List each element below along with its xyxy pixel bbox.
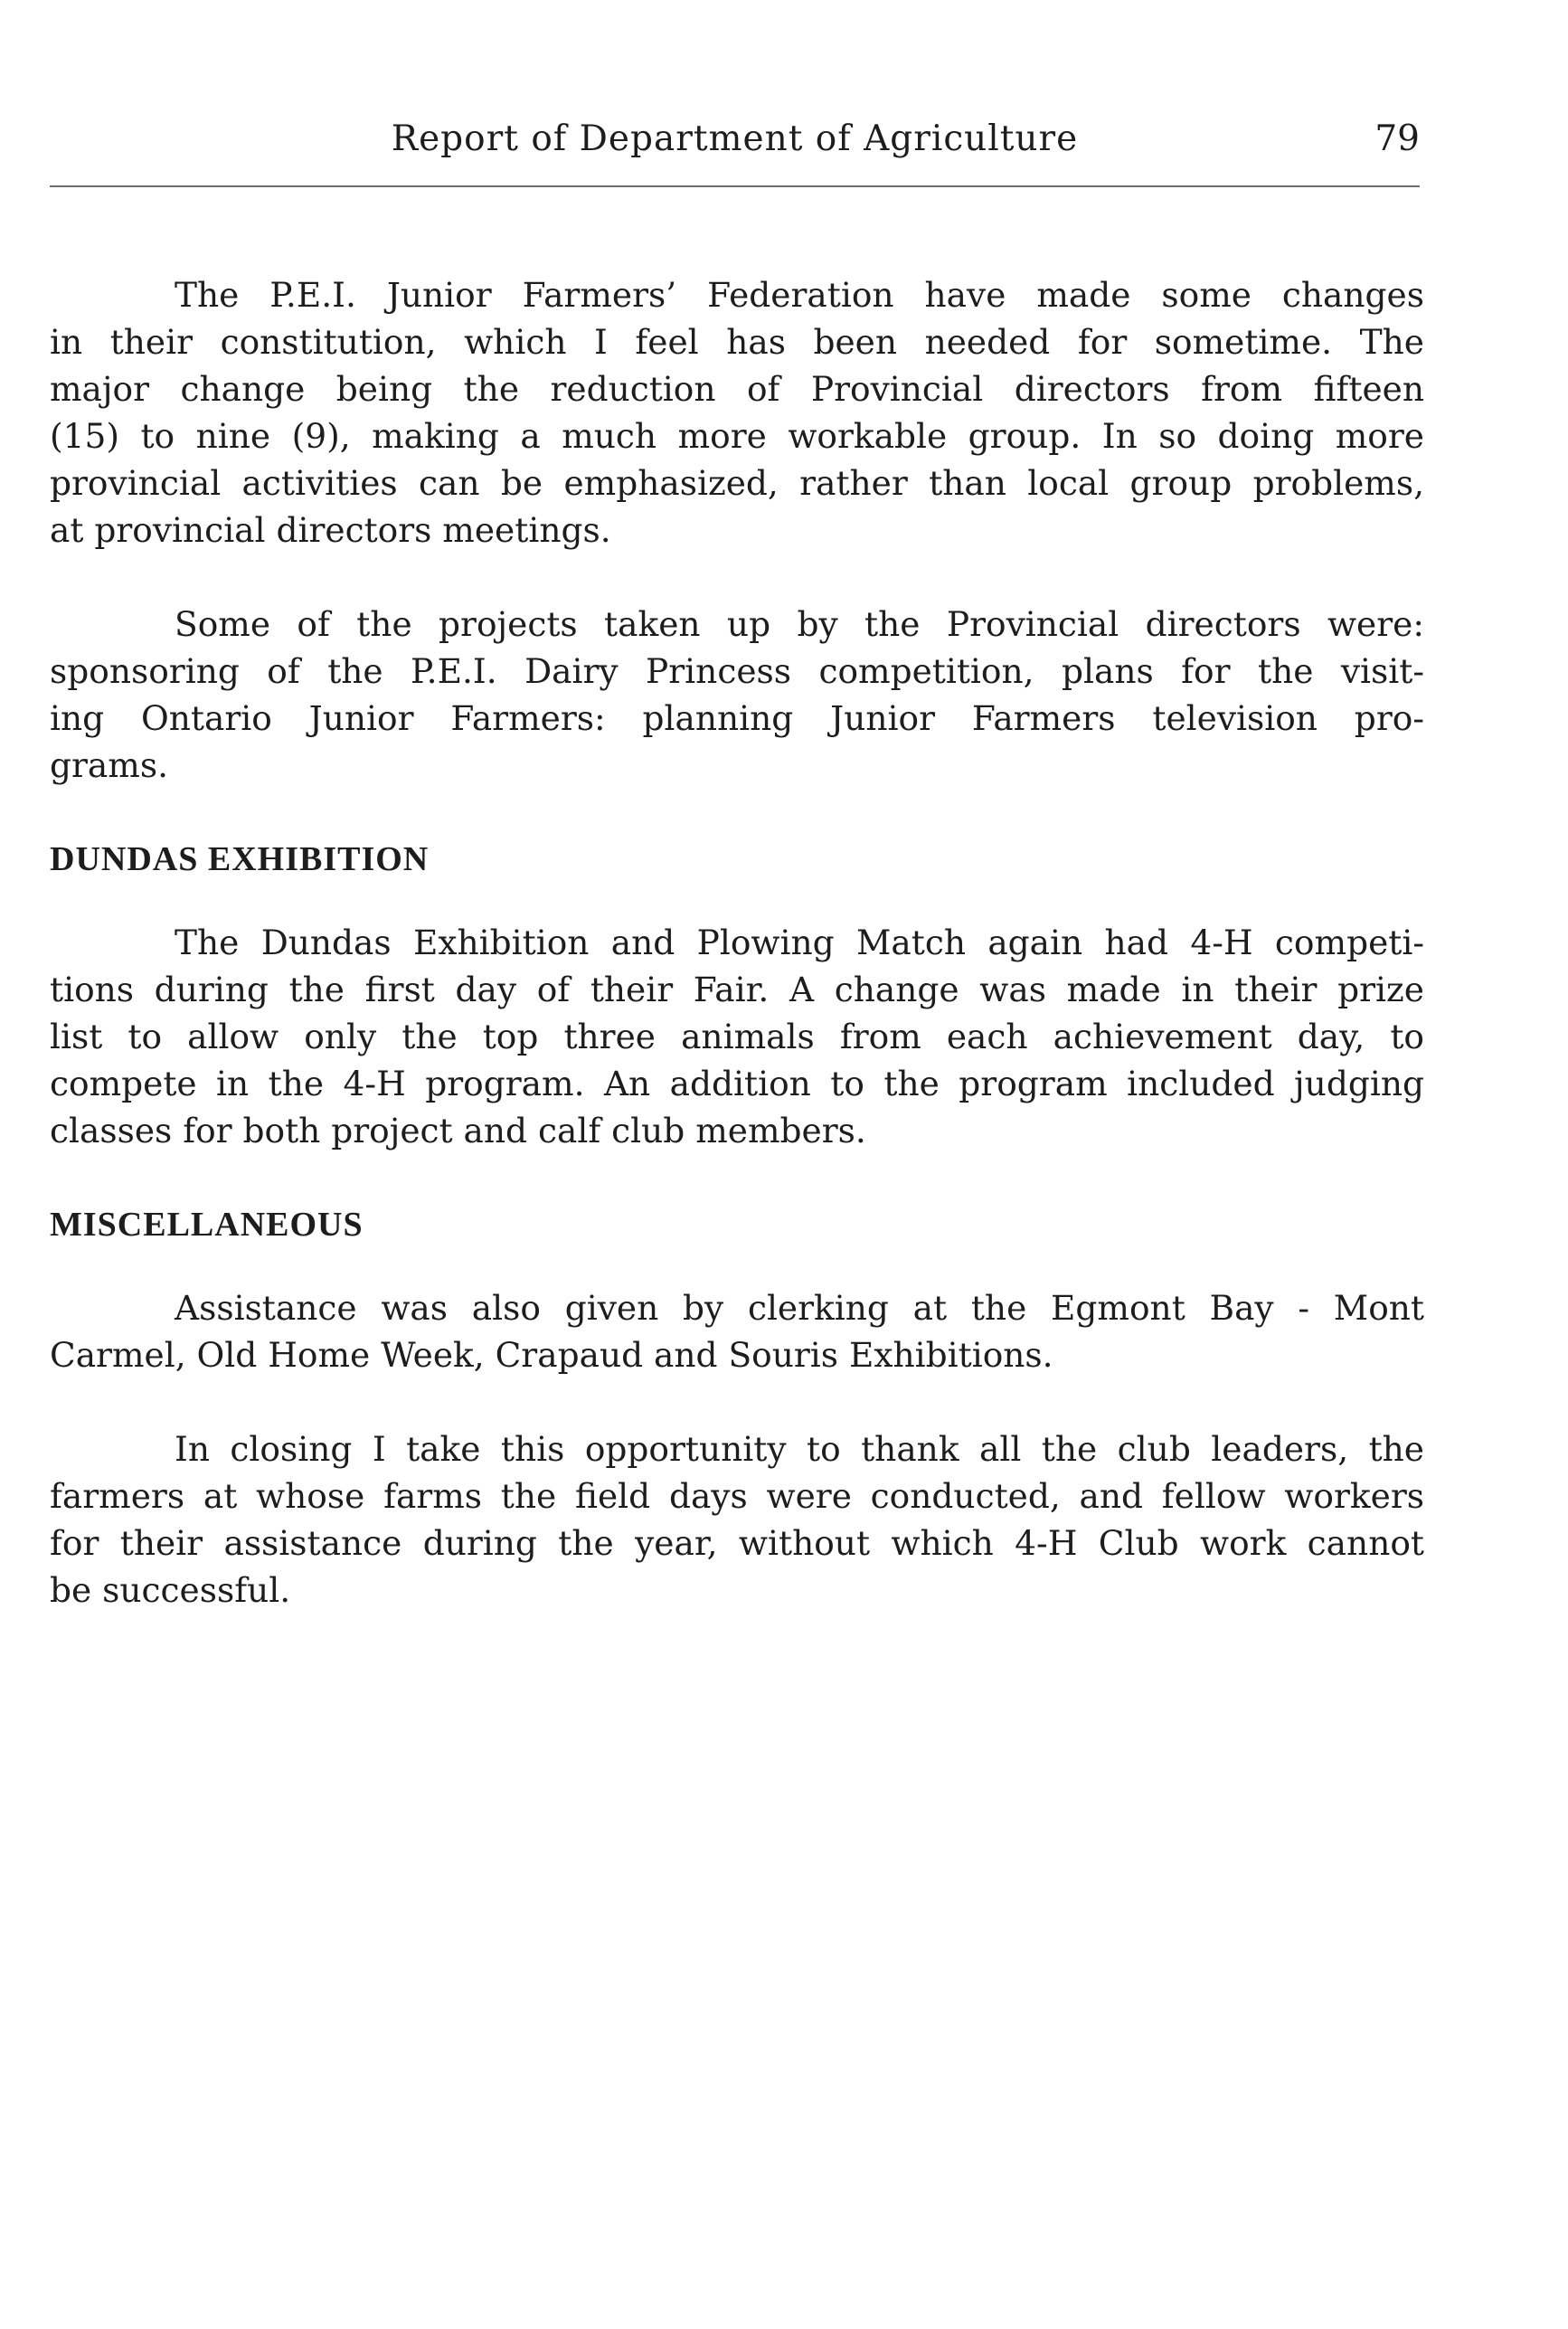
text-line: major change being the reduction of Provincial directors from fifteen (50, 369, 1424, 409)
paragraph-junior-farmers-federation (50, 271, 1424, 554)
text-line: be successful. (50, 1570, 291, 1610)
paragraph-closing-thanks (50, 1425, 1424, 1614)
text-line: The P.E.I. Junior Farmers’ Federation have made some changes (175, 275, 1424, 315)
paragraph-provincial-projects (50, 601, 1424, 789)
running-head: Report of Department of Agriculture (391, 118, 1079, 159)
text-line: tions during the first day of their Fair. A change was made in their prize (50, 970, 1424, 1009)
text-line: classes for both project and calf club members. (50, 1111, 866, 1150)
text-line: In closing I take this opportunity to thank all the club leaders, the (175, 1429, 1424, 1469)
paragraph-dundas-exhibition (50, 919, 1424, 1154)
page-header (50, 113, 1420, 187)
text-line: compete in the 4-H program. An addition to the program included judging (50, 1064, 1424, 1103)
text-line: in their constitution, which I feel has been needed for sometime. The (50, 322, 1424, 362)
text-line: for their assistance during the year, without which 4-H Club work cannot (50, 1523, 1424, 1563)
text-line: sponsoring of the P.E.I. Dairy Princess competition, plans for the visit- (50, 651, 1424, 691)
text-line: at provincial directors meetings. (50, 510, 611, 550)
text-line: Carmel, Old Home Week, Crapaud and Souris Exhibitions. (50, 1335, 1053, 1375)
text-line: Some of the projects taken up by the Provincial directors were: (175, 604, 1424, 644)
text-line: grams. (50, 745, 169, 785)
text-line: provincial activities can be emphasized, rather than local group problems, (50, 463, 1424, 503)
body-text (50, 271, 1424, 1661)
heading-miscellaneous: MISCELLANEOUS (50, 1206, 364, 1244)
text-line: ing Ontario Junior Farmers: planning Junior Farmers television pro- (50, 698, 1424, 738)
page-number: 79 (1374, 118, 1420, 159)
heading-dundas-exhibition: DUNDAS EXHIBITION (50, 840, 430, 878)
text-line: Assistance was also given by clerking at the Egmont Bay - Mont (175, 1288, 1424, 1328)
text-line: farmers at whose farms the field days were conducted, and fellow workers (50, 1476, 1424, 1516)
text-line: (15) to nine (9), making a much more workable group. In so doing more (50, 416, 1424, 456)
paragraph-exhibitions-assistance (50, 1284, 1424, 1378)
text-line: list to allow only the top three animals from each achievement day, to (50, 1017, 1424, 1056)
text-line: The Dundas Exhibition and Plowing Match again had 4-H competi- (175, 923, 1424, 962)
